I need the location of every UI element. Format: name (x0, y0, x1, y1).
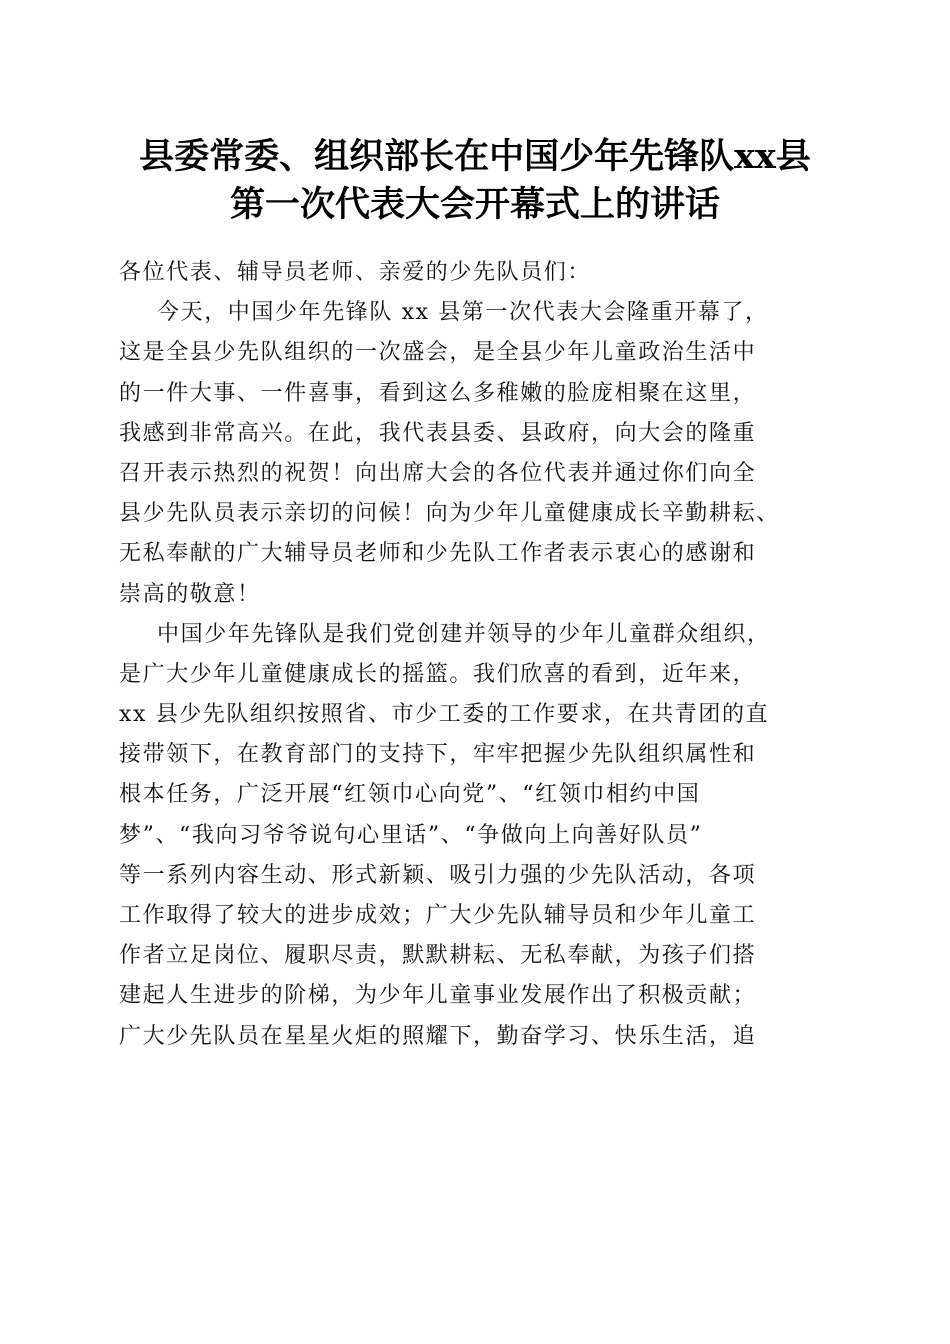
paragraph-line: 中国少年先锋队是我们党创建并领导的少年儿童群众组织， (157, 621, 771, 647)
salutation: 各位代表、辅导员老师、亲爱的少先队员们： (119, 260, 592, 285)
paragraph-line: 是广大少年儿童健康成长的摇篮。我们欣喜的看到，近年来， (119, 661, 757, 687)
paragraph-line: 梦”、“我向习爷爷说句心里话”、“争做向上向善好队员” (119, 822, 703, 848)
paragraph-line: 这是全县少先队组织的一次盛会，是全县少年儿童政治生活中 (119, 340, 757, 366)
paragraph-line: 召开表示热烈的祝贺！向出席大会的各位代表并通过你们向全 (119, 460, 757, 486)
document-title (100, 133, 850, 229)
paragraph-line: 作者立足岗位、履职尽责，默默耕耘、无私奉献，为孩子们搭 (119, 943, 757, 969)
paragraph-line: 的一件大事、一件喜事，看到这么多稚嫩的脸庞相聚在这里， (119, 380, 757, 406)
paragraph-line: 工作取得了较大的进步成效；广大少先队辅导员和少年儿童工 (119, 903, 757, 928)
paragraph-line: 县少先队员表示亲切的问候！向为少年儿童健康成长辛勤耕耘、 (119, 501, 780, 527)
paragraph-line: 无私奉献的广大辅导员老师和少先队工作者表示衷心的感谢和 (119, 541, 757, 567)
paragraph-line: xx 县少先队组织按照省、市少工委的工作要求，在共青团的直 (119, 702, 770, 728)
paragraph-line: 今天，中国少年先锋队 xx 县第一次代表大会隆重开幕了， (157, 300, 769, 326)
paragraph-line: 等一系列内容生动、形式新颖、吸引力强的少先队活动，各项 (119, 862, 757, 888)
paragraph-line: 我感到非常高兴。在此，我代表县委、县政府，向大会的隆重 (119, 420, 757, 446)
title-line-1: 县委常委、组织部长在中国少年先锋队xx县 (139, 136, 811, 177)
document-body (119, 253, 834, 1057)
paragraph-line: 接带领下，在教育部门的支持下，牢牢把握少先队组织属性和 (119, 742, 757, 768)
paragraph-line: 广大少先队员在星星火炬的照耀下，勤奋学习、快乐生活，追 (119, 1023, 757, 1049)
paragraph-line: 建起人生进步的阶梯，为少年儿童事业发展作出了积极贡献； (119, 983, 757, 1009)
paragraph-line: 崇高的敬意！ (119, 581, 261, 607)
title-line-2: 第一次代表大会开幕式上的讲话 (229, 184, 720, 225)
paragraph-line: 根本任务，广泛开展“红领巾心向党”、“红领巾相约中国 (119, 782, 701, 808)
